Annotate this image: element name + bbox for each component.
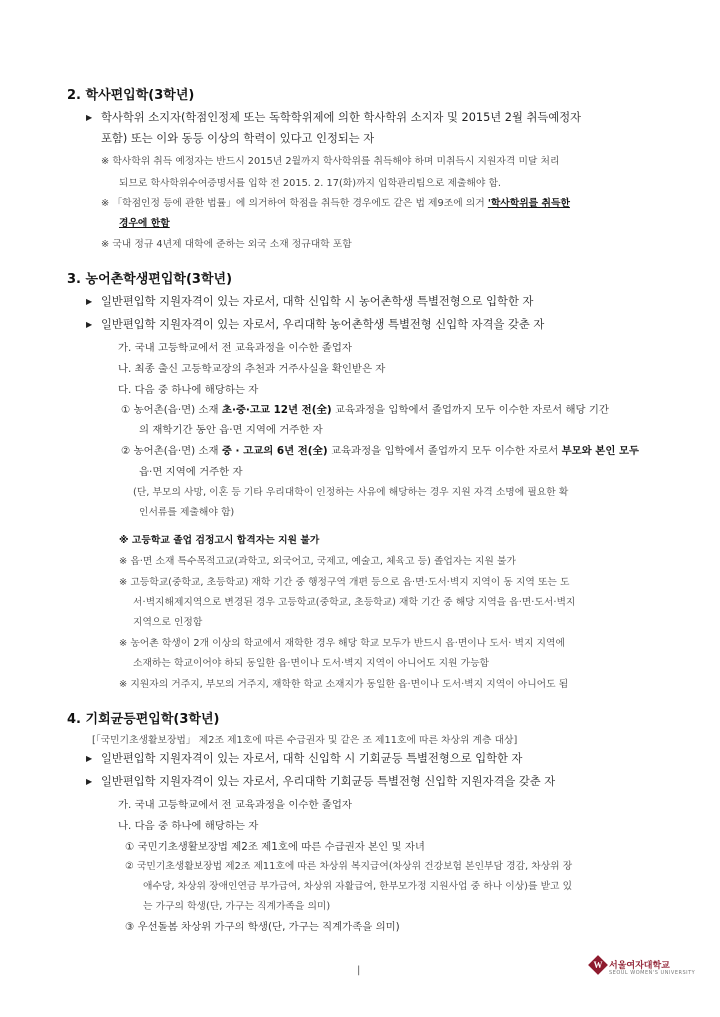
- s3-note-5: ※ 지원자의 거주지, 부모의 거주지, 재학한 학교 소재지가 동일한 읍·면이나 도서·벽지 지역이 아니어도 됨: [119, 679, 569, 690]
- s3-note-3-line3: 지역으로 인정함: [133, 617, 203, 628]
- s3-bullet-2: 일반편입학 지원자격이 있는 자로서, 우리대학 농어촌학생 특별전형 신입학 자격을 갖춘 자: [101, 318, 545, 331]
- bullet-icon: ▶: [86, 297, 93, 306]
- s4-intro: [「국민기초생활보장법」 제2조 제1호에 따른 수급권자 및 같은 조 제11호에 따른 차상위 계층 대상]: [92, 735, 518, 746]
- university-name: 서울여자대학교: [609, 961, 670, 971]
- page-number: |: [357, 965, 361, 976]
- s2-note-2-emphasis: '학사학위를 취득한: [487, 198, 570, 209]
- s4-criterion-2-line3: 는 가구의 학생(단, 가구는 직계가족을 의미): [143, 901, 331, 912]
- s3-c2-c: 교육과정을 입학에서 졸업까지 모두 이수한 자로서: [327, 445, 562, 457]
- s3-note-4-line1: ※ 농어촌 학생이 2개 이상의 학교에서 재학한 경우 해당 학교 모두가 반드시 읍·면이나 도서· 벽지 지역에: [119, 638, 565, 649]
- s4-criterion-1: ① 국민기초생활보장법 제2조 제1호에 따른 수급권자 본인 및 자녀: [125, 841, 425, 853]
- s3-note-3-line2: 서·벽지해제지역으로 변경된 경우 고등학교(중학교, 초등학교) 재학 기간 중 해당 지역을 읍·면·도서·벽지: [133, 597, 576, 608]
- bullet-icon: ▶: [86, 777, 93, 786]
- s3-note-3-line1: ※ 고등학교(중학교, 초등학교) 재학 기간 중 행정구역 개편 등으로 읍·면·도서·벽지 지역이 동 지역 또는 도: [119, 577, 570, 588]
- s3-c1-a: ① 농어촌(읍·면) 소재: [121, 404, 222, 416]
- section-3-title: 3. 농어촌학생편입학(3학년): [67, 272, 233, 287]
- s4-criterion-2-line1: ② 국민기초생활보장법 제2조 제11호에 따른 차상위 복지급여(차상위 건강보험 본인부담 경감, 차상위 장: [125, 861, 573, 872]
- s3-item-na: 나. 최종 출신 고등학교장의 추천과 거주사실을 확인받은 자: [118, 363, 386, 375]
- bullet-icon: ▶: [86, 754, 93, 763]
- s3-note-1: ※ 고등학교 졸업 검정고시 합격자는 지원 불가: [119, 535, 320, 546]
- s3-criterion-1-line1: [121, 401, 609, 416]
- s2-bullet-1-line2: 포함) 또는 이와 동등 이상의 학력이 있다고 인정되는 자: [101, 132, 375, 145]
- s2-note-2-text: ※ 「학점인정 등에 관한 법률」에 의거하여 학점을 취득한 경우에도 같은 법 제9조에 의거: [101, 198, 488, 209]
- s4-bullet-2: 일반편입학 지원자격이 있는 자로서, 우리대학 기회균등 특별전형 신입학 지원자격을 갖춘 자: [101, 775, 556, 788]
- s3-criterion-2-line3: (단, 부모의 사망, 이혼 등 기타 우리대학이 인정하는 사유에 해당하는 경우 지원 자격 소명에 필요한 확: [133, 487, 569, 498]
- s4-item-na: 나. 다음 중 하나에 해당하는 자: [118, 820, 259, 832]
- s4-item-ga: 가. 국내 고등학교에서 전 교육과정을 이수한 졸업자: [118, 799, 352, 811]
- s3-c2-a: ② 농어촌(읍·면) 소재: [121, 445, 222, 457]
- bullet-icon: ▶: [86, 320, 93, 329]
- s3-c2-bold: 중 · 고교의 6년 전(全): [221, 445, 328, 457]
- s3-c2-bold-2: 부모와 본인 모두: [561, 445, 640, 457]
- s3-bullet-1: 일반편입학 지원자격이 있는 자로서, 대학 신입학 시 농어촌학생 특별전형으로 입학한 자: [101, 295, 534, 308]
- s2-note-2-line2: 경우에 한함: [119, 218, 170, 229]
- section-4-title: 4. 기회균등편입학(3학년): [67, 712, 220, 727]
- s3-c1-c: 교육과정을 입학에서 졸업까지 모두 이수한 자로서 해당 기간: [331, 404, 609, 416]
- university-logo-icon: [588, 955, 608, 975]
- s3-criterion-2-line4: 인서류를 제출해야 함): [139, 507, 235, 518]
- logo-letter: W: [593, 960, 603, 970]
- s2-note-2-line1: [101, 195, 570, 209]
- s3-note-2: ※ 읍·면 소재 특수목적고교(과학고, 외국어고, 국제고, 예술고, 체육고 등) 졸업자는 지원 불가: [119, 556, 516, 567]
- s2-note-1-line2: 되므로 학사학위수여증명서를 입학 전 2015. 2. 17(화)까지 입학관리팀으로 제출해야 함.: [119, 178, 502, 189]
- s3-c1-bold: 초·중·고교 12년 전(全): [221, 404, 332, 416]
- s3-note-4-line2: 소재하는 학교이어야 하되 동일한 읍·면이나 도서·벽지 지역이 아니어도 지원 가능함: [133, 658, 490, 669]
- s3-item-ga: 가. 국내 고등학교에서 전 교육과정을 이수한 졸업자: [118, 342, 352, 354]
- bullet-icon: ▶: [86, 113, 93, 122]
- s4-criterion-3: ③ 우선돌봄 차상위 가구의 학생(단, 가구는 직계가족을 의미): [125, 921, 400, 933]
- s3-criterion-2-line1: [121, 442, 639, 457]
- s4-criterion-2-line2: 애수당, 차상위 장애인연금 부가급여, 차상위 자활급여, 한부모가정 지원사업 중 하나 이상)를 받고 있: [143, 881, 573, 892]
- section-2-title: 2. 학사편입학(3학년): [67, 88, 195, 103]
- s3-criterion-2-line2: 읍·면 지역에 거주한 자: [139, 466, 243, 478]
- university-name-en: SEOUL WOMEN'S UNIVERSITY: [609, 970, 696, 976]
- s3-criterion-1-line2: 의 재학기간 동안 읍·면 지역에 거주한 자: [139, 424, 323, 436]
- s2-bullet-1-line1: 학사학위 소지자(학점인정제 또는 독학학위제에 의한 학사학위 소지자 및 2015년 2월 취득예정자: [101, 111, 582, 124]
- s2-note-1-line1: ※ 학사학위 취득 예정자는 반드시 2015년 2월까지 학사학위를 취득해야 하며 미취득시 지원자격 미달 처리: [101, 156, 560, 167]
- s2-note-3: ※ 국내 정규 4년제 대학에 준하는 외국 소재 정규대학 포함: [101, 239, 352, 250]
- s3-item-da: 다. 다음 중 하나에 해당하는 자: [118, 384, 259, 396]
- s4-bullet-1: 일반편입학 지원자격이 있는 자로서, 대학 신입학 시 기회균등 특별전형으로 입학한 자: [101, 752, 523, 765]
